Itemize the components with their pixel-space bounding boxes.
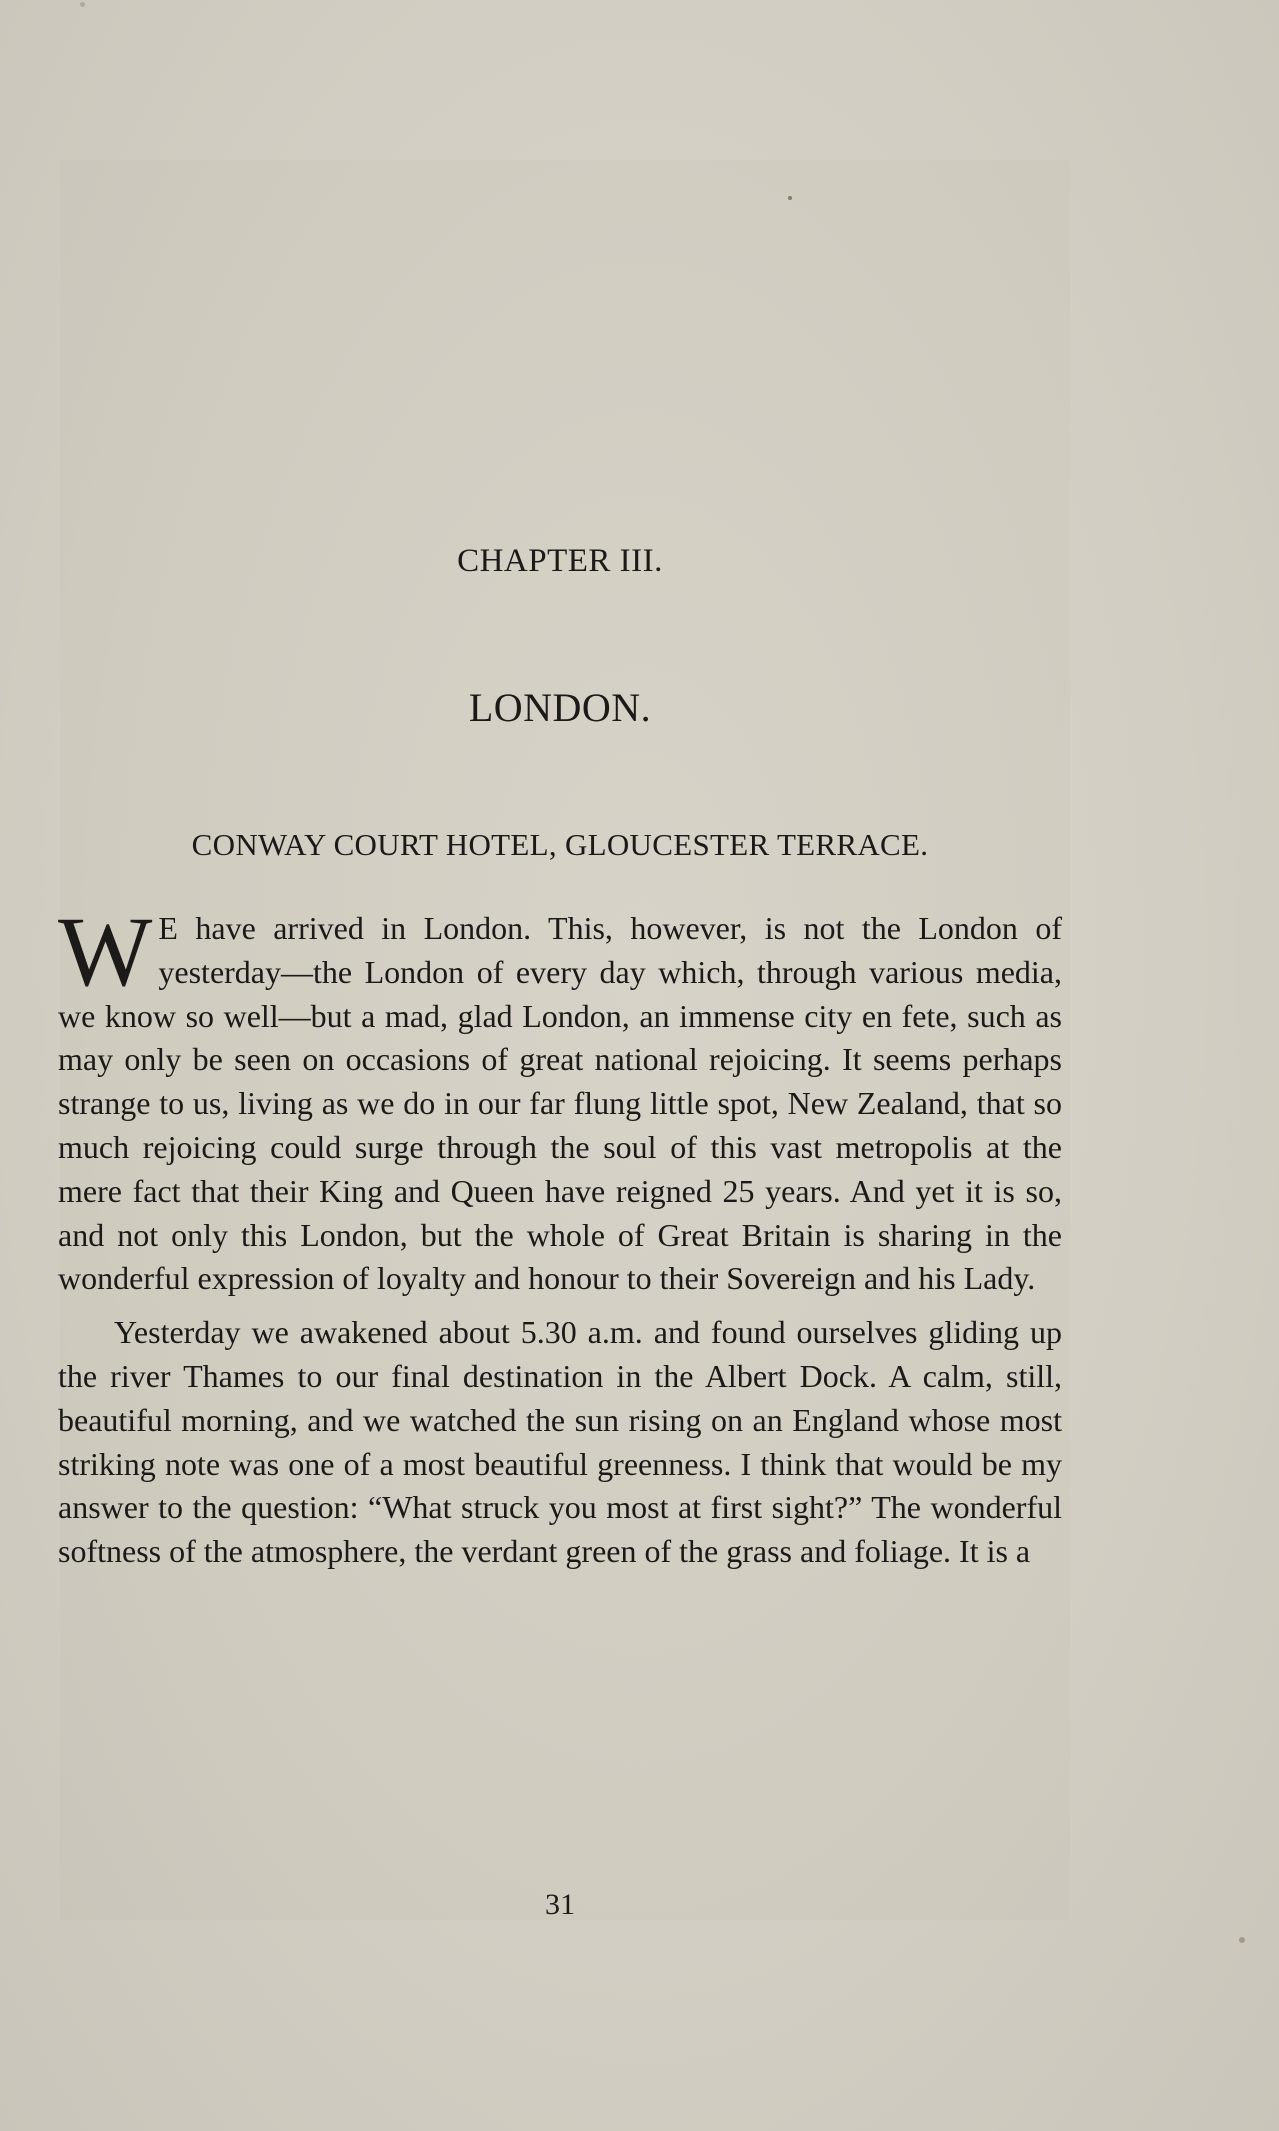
chapter-heading: CHAPTER III. xyxy=(457,543,663,579)
paper-speck xyxy=(80,2,85,7)
paragraph-2: Yesterday we awakened about 5.30 a.m. and found ourselves gliding up the river Thames to our final destination in the Albert Dock. A calm, still, beautiful morning, and we watched the sun rising on an England whose most striking note was one of a most beautiful greenness. I think that would be my answer to the question: “What struck you most at first sight?” The wonderful softness of the atmosphere, the verdant green of the grass and foliage. It is a xyxy=(58,1314,1062,1570)
drop-cap: W xyxy=(58,896,153,1007)
body-text xyxy=(58,896,1062,1574)
paper-speck xyxy=(1239,1937,1245,1943)
paragraph-1-text: E have arrived in London. This, however, is not the London of yesterday—the London of every day which, through various media, we know so well—but a mad, glad London, an immense city en fete, such as may only be seen on occasions of great national rejoicing. It seems perhaps strange to us, living as we do in our far flung little spot, New Zealand, that so much rejoicing could surge through the soul of this vast metropolis at the mere fact that their King and Queen have reigned 25 years. And yet it is so, and not only this London, but the whole of Great Britain is sharing in the wonderful expression of loyalty and honour to their Sovereign and his Lady. xyxy=(58,910,1062,1297)
page-number: 31 xyxy=(545,1888,575,1921)
location-heading: CONWAY COURT HOTEL, GLOUCESTER TERRACE. xyxy=(191,827,929,862)
paper-speck xyxy=(788,196,792,200)
paragraph-1 xyxy=(58,896,1062,1301)
chapter-title: LONDON. xyxy=(468,685,652,730)
